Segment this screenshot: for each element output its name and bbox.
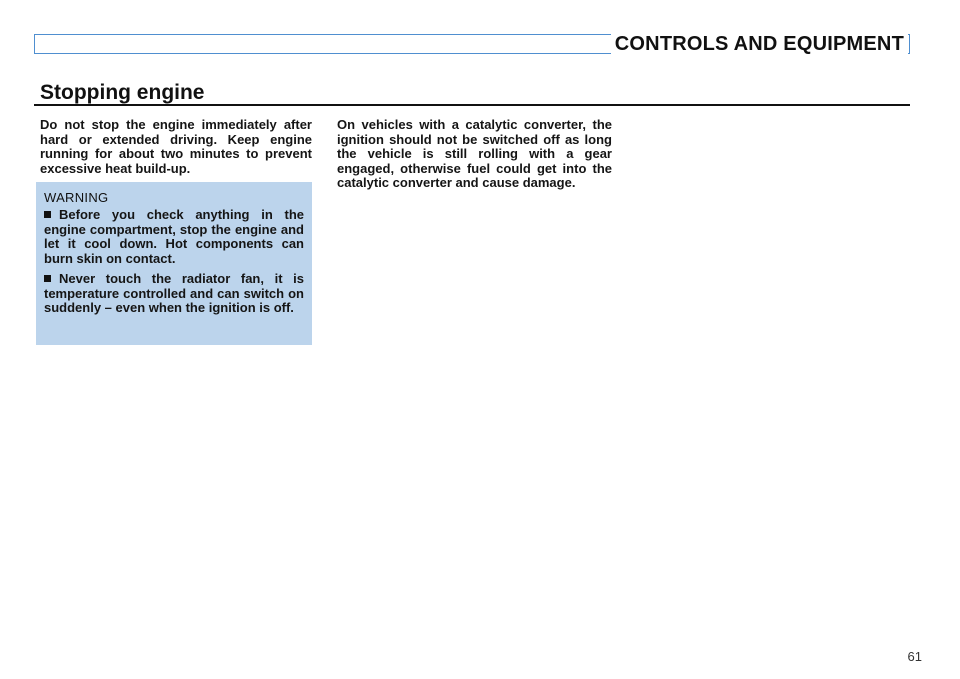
bullet-square-icon bbox=[44, 211, 51, 218]
right-column bbox=[337, 118, 612, 191]
section-title: Stopping engine bbox=[40, 81, 205, 104]
left-column bbox=[40, 118, 312, 345]
warning-item-text: Before you check anything in the engine compartment, stop the engine and let it cool down. Hot components can burn skin on contact. bbox=[44, 207, 304, 266]
warning-item-text: Never touch the radiator fan, it is temperature controlled and can switch on suddenly – even when the ignition is off. bbox=[44, 271, 304, 315]
chapter-title: CONTROLS AND EQUIPMENT bbox=[611, 31, 908, 57]
catalytic-converter-paragraph: On vehicles with a catalytic converter, the ignition should not be switched off as long the vehicle is still rolling with a gear engaged, otherwise fuel could get into the catalytic converter and cause damage. bbox=[337, 117, 612, 190]
section-divider bbox=[34, 104, 910, 106]
warning-box bbox=[36, 182, 312, 345]
warning-title: WARNING bbox=[44, 190, 109, 205]
page-number: 61 bbox=[907, 649, 922, 664]
intro-paragraph: Do not stop the engine immediately after hard or extended driving. Keep engine running for about two minutes to prevent excessive heat build-up. bbox=[40, 117, 312, 176]
warning-item bbox=[44, 208, 304, 266]
bullet-square-icon bbox=[44, 275, 51, 282]
warning-item bbox=[44, 272, 304, 316]
